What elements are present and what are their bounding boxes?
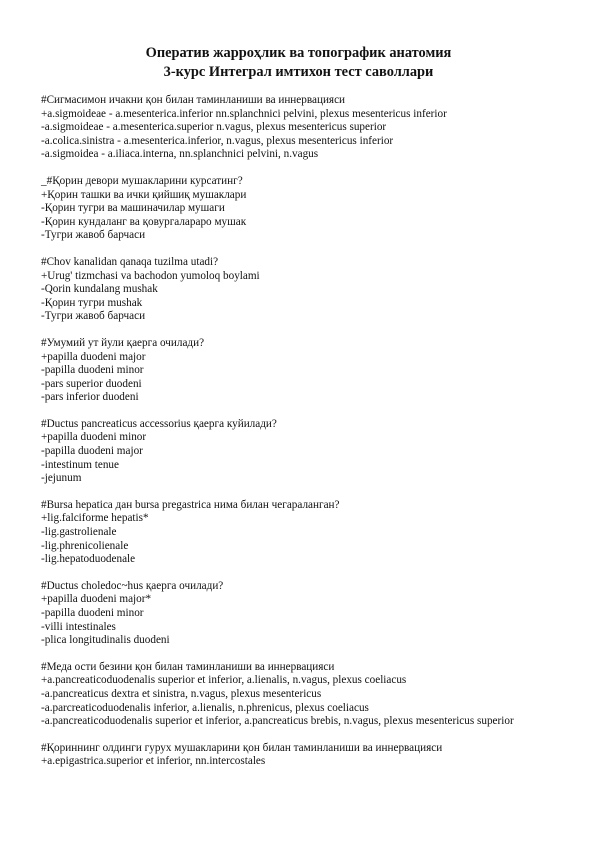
- answer-option: -a.colica.sinistra - a.mesenterica.inferior, n.vagus, plexus mesentericus inferior: [41, 134, 394, 147]
- answer-option: -a.sigmoidea - a.iliaca.interna, nn.splanchnici pelvini, n.vagus: [41, 148, 319, 161]
- answer-option: +a.epigastrica.superior et inferior, nn.intercostales: [41, 755, 266, 768]
- answer-option: -Тугри жавоб барчаси: [41, 229, 146, 242]
- answer-option: -papilla duodeni minor: [41, 607, 144, 619]
- answer-option: -villi intestinales: [41, 620, 116, 633]
- answer-option: -a.pancreaticus dextra et sinistra, n.vagus, plexus mesentericus: [41, 687, 322, 700]
- question-text: #Ductus choledoc~hus қаерга очилади?: [41, 579, 224, 592]
- question-text: #Bursa hepatica дан bursa pregastrica нима билан чегараланган?: [41, 498, 340, 511]
- document-title: [41, 44, 556, 82]
- answer-option: -papilla duodeni minor: [41, 364, 144, 377]
- question-text: #Умумий ут йули қаерга очилади?: [41, 336, 205, 349]
- answer-option: -lig.hepatoduodenale: [41, 553, 136, 566]
- question-block: [41, 742, 556, 769]
- question-block: [41, 418, 556, 486]
- title-line-1: Оператив жарроҳлик ва топографик анатомия: [145, 45, 452, 61]
- answer-option: -plica longitudinalis duodeni: [41, 634, 170, 647]
- answer-option: -a.pancreaticoduodenalis superior et inferior, a.pancreaticus brebis, n.vagus, plexus mesentericus superior: [41, 715, 514, 728]
- question-block: [41, 499, 556, 567]
- answer-option: -intestinum tenue: [41, 458, 119, 471]
- question-text: _#Қорин девори мушакларини курсатинг?: [41, 174, 243, 187]
- answer-option: +a.pancreaticoduodenalis superior et inferior, a.lienalis, n.vagus, plexus coeliacus: [41, 674, 407, 687]
- answer-option: +lig.falciforme hepatis*: [41, 512, 149, 525]
- answer-option: -pars inferior duodeni: [41, 391, 139, 404]
- answer-option: -Тугри жавоб барчаси: [41, 310, 146, 323]
- answer-option: -Қорин тугри ва машиначилар мушаги: [41, 202, 225, 215]
- question-text: #Қориннинг олдинги гурух мушакларини қон билан таминланиши ва иннервацияси: [41, 741, 443, 754]
- question-block: [41, 337, 556, 405]
- answer-option: +papilla duodeni minor: [41, 431, 147, 444]
- question-block: [41, 580, 556, 648]
- answer-option: -a.sigmoideae - a.mesenterica.superior n.vagus, plexus mesentericus superior: [41, 121, 387, 134]
- answer-option: +papilla duodeni major: [41, 350, 146, 363]
- question-block: [41, 175, 556, 243]
- answer-option: +papilla duodeni major*: [41, 593, 152, 606]
- question-text: #Chov kanalidan qanaqa tuzilma utadi?: [41, 255, 219, 268]
- title-line-2: 3-курс Интеграл имтихон тест саволлари: [163, 64, 434, 80]
- question-text: #Меда ости безини қон билан таминланиши ва иннервацияси: [41, 660, 335, 673]
- answer-option: -a.parcreaticoduodenalis inferior, a.lienalis, n.phrenicus, plexus coeliacus: [41, 701, 369, 714]
- answer-option: -lig.gastrolienale: [41, 526, 117, 539]
- question-text: #Сигмасимон ичакни қон билан таминланиши ва иннервацияси: [41, 94, 346, 106]
- answer-option: +a.sigmoideae - a.mesenterica.inferior nn.splanchnici pelvini, plexus mesentericus inferior: [41, 107, 447, 120]
- answer-option: -jejunum: [41, 472, 82, 485]
- question-text: #Ductus pancreaticus accessorius қаерга куйилади?: [41, 417, 277, 430]
- question-block: [41, 256, 556, 324]
- answer-option: -Қорин тугри mushak: [41, 296, 143, 309]
- question-block: [41, 94, 556, 162]
- answer-option: +Urug' tizmchasi va bachodon yumoloq boylami: [41, 269, 260, 282]
- question-block: [41, 661, 556, 729]
- answer-option: +Қорин ташки ва ички қийшиқ мушаклари: [41, 188, 247, 201]
- answer-option: -Qorin kundalang mushak: [41, 283, 158, 296]
- answer-option: -Қорин кундаланг ва қовургалараро мушак: [41, 215, 247, 228]
- answer-option: -papilla duodeni major: [41, 445, 143, 458]
- answer-option: -pars superior duodeni: [41, 377, 142, 390]
- answer-option: -lig.phrenicolienale: [41, 539, 129, 552]
